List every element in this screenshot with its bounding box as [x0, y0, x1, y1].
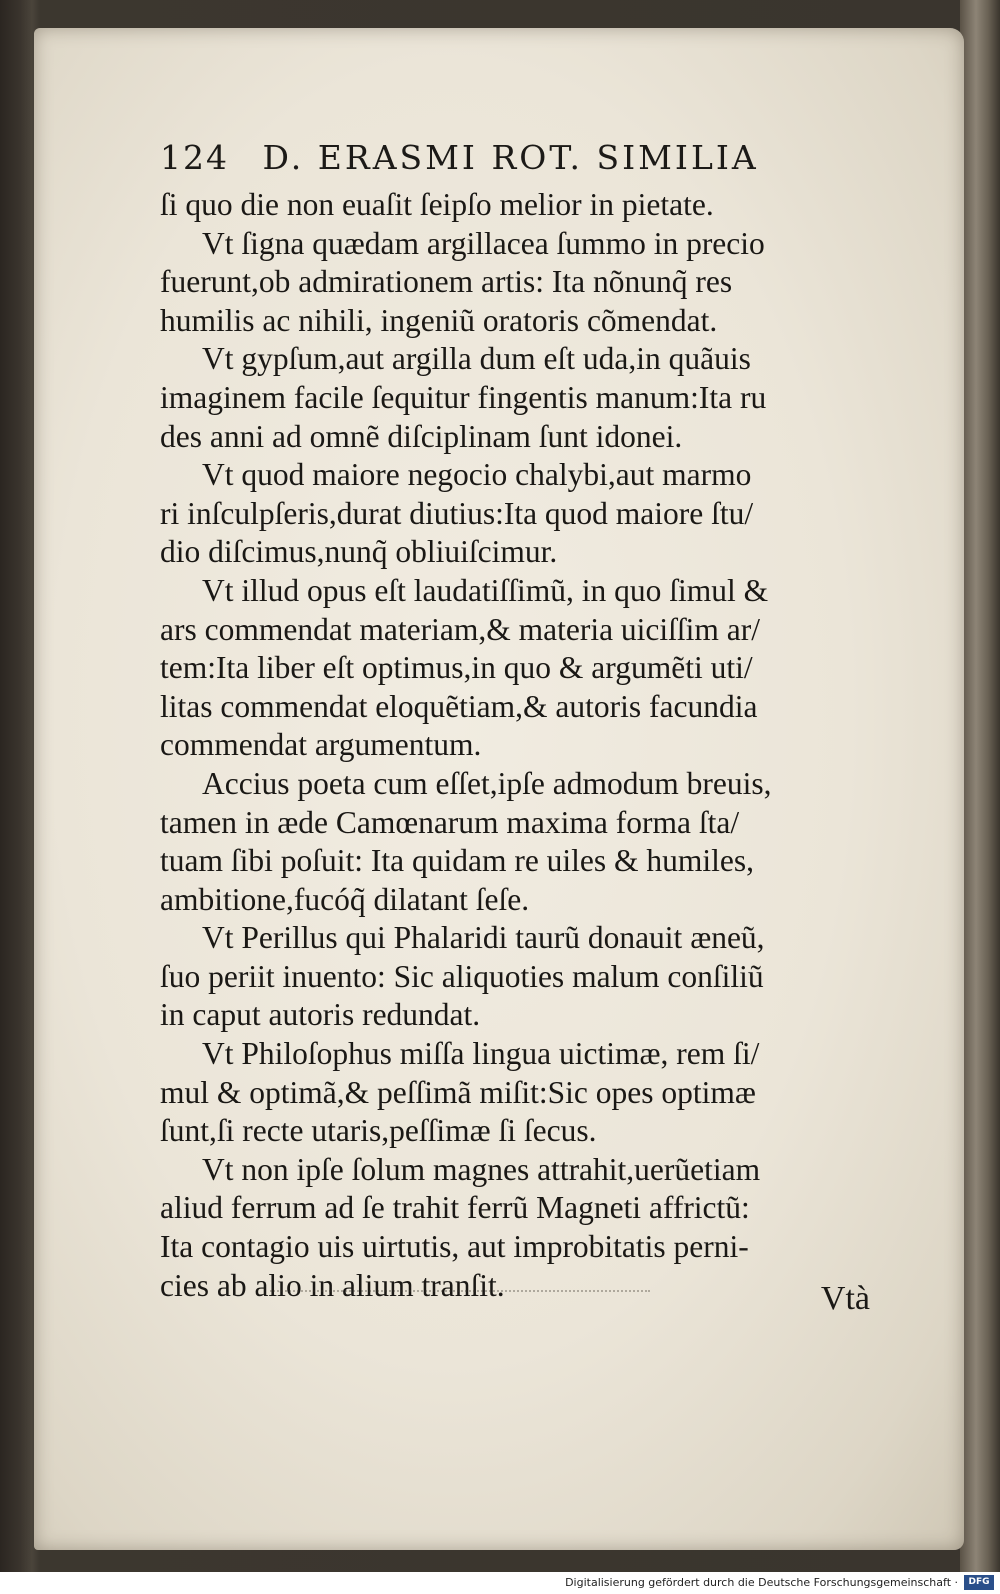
text-line: Vt non ipſe ſolum magnes attrahit,uerũetiam [202, 1151, 761, 1187]
text-line: litas commendat eloquẽtiam,& autoris facundia [160, 688, 758, 724]
text-line: ſuo periit inuento: Sic aliquoties malum conſiliũ [160, 958, 764, 994]
text-line: imaginem facile ſequitur fingentis manum:Ita ru [160, 379, 767, 415]
page-header [160, 138, 860, 186]
text-line: in caput autoris redundat. [160, 997, 481, 1033]
text-line: fuerunt,ob admirationem artis: Ita nõnunq̃ res [160, 264, 733, 300]
text-line: Vt illud opus eſt laudatiſſimũ, in quo ſimul & [202, 572, 769, 608]
text-line: des anni ad omnẽ diſciplinam ſunt idonei. [160, 418, 683, 454]
text-line: mul & optimã,& peſſimã miſit:Sic opes optimæ [160, 1074, 756, 1110]
text-line: tuam ſibi poſuit: Ita quidam re uiles & humiles, [160, 843, 755, 879]
text-block [160, 186, 860, 1305]
text-line: Vt ſigna quædam argillacea ſummo in precio [202, 225, 765, 261]
text-line: ſunt,ſi recte utaris,peſſimæ ſi ſecus. [160, 1113, 597, 1149]
footer-credit: Digitalisierung gefördert durch die Deutsche Forschungsgemeinschaft · [565, 1576, 958, 1589]
running-title: D. ERASMI ROT. SIMILIA [262, 138, 759, 177]
text-line: Vt gypſum,aut argilla dum eſt uda,in quãuis [202, 341, 751, 377]
ink-specks [270, 1290, 650, 1298]
text-line: ambitione,fucóq̃ dilatant ſeſe. [160, 881, 530, 917]
text-line: cies ab alio in alium tranſit. [160, 1267, 505, 1303]
catchword: Vtà [820, 1280, 870, 1317]
page-number: 124 [160, 138, 229, 177]
text-line: tem:Ita liber eſt optimus,in quo & argumẽti uti/ [160, 650, 753, 686]
text-line: commendat argumentum. [160, 727, 482, 763]
text-line: ars commendat materiam,& materia uiciſſim ar/ [160, 611, 761, 647]
book-board-edge [960, 0, 1000, 1572]
text-line: Ita contagio uis uirtutis, aut improbitatis perni- [160, 1229, 749, 1265]
text-line: Vt Perillus qui Phalaridi taurũ donauit æneũ, [202, 920, 765, 956]
text-line: Vt quod maiore negocio chalybi,aut marmo [202, 457, 752, 493]
text-line: dio diſcimus,nunq̃ obliuiſcimur. [160, 534, 558, 570]
dfg-logo: DFG [964, 1575, 994, 1590]
text-line: ri inſculpſeris,durat diutius:Ita quod maiore ſtu/ [160, 495, 754, 531]
footer-bar [0, 1572, 1000, 1594]
text-line: Accius poeta cum eſſet,ipſe admodum breuis, [202, 765, 772, 801]
text-line: ſi quo die non euaſit ſeipſo melior in pietate. [160, 187, 714, 222]
text-line: humilis ac nihili, ingeniũ oratoris cõmendat. [160, 302, 718, 338]
text-line: Vt Philoſophus miſſa lingua uictimæ, rem ſi/ [202, 1036, 760, 1072]
text-line: tamen in æde Camœnarum maxima forma ſta/ [160, 804, 740, 840]
text-line: aliud ferrum ad ſe trahit ferrũ Magneti affrictũ: [160, 1190, 750, 1226]
